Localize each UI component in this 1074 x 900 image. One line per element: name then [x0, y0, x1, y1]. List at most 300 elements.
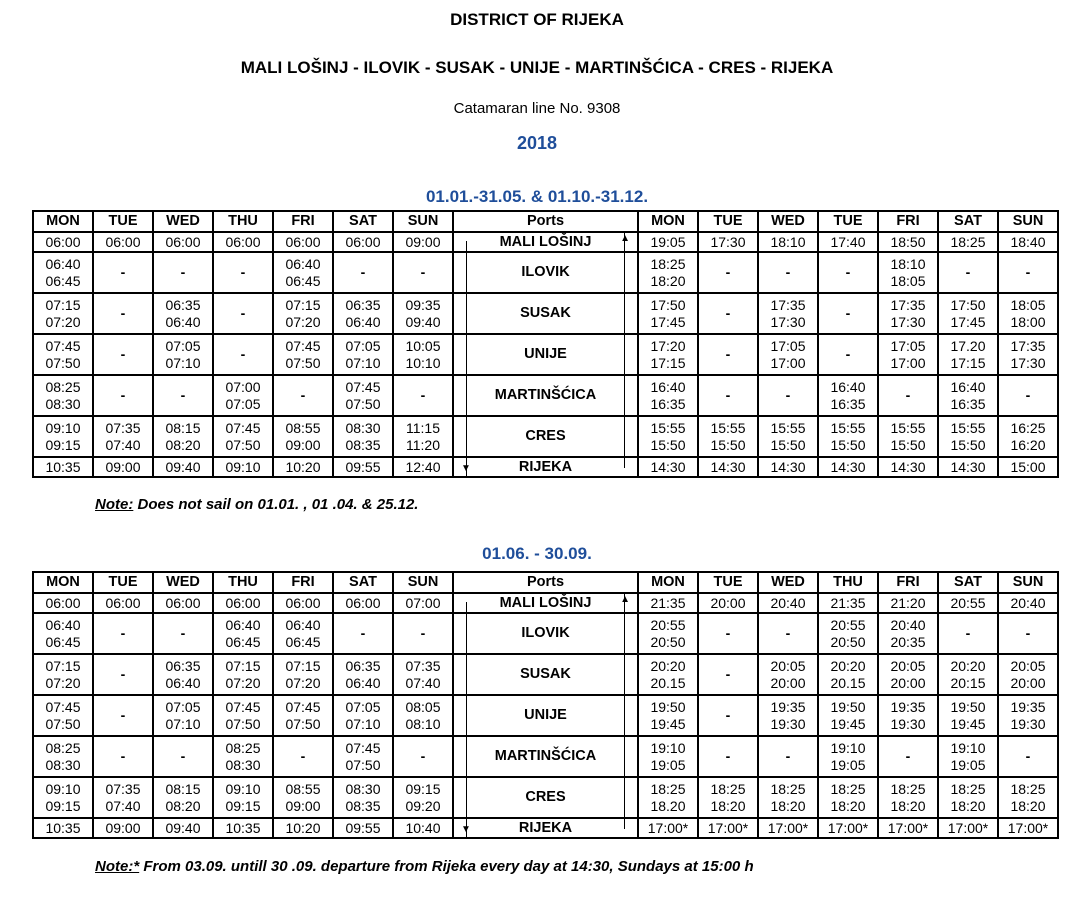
time-value: 07:50	[345, 395, 381, 412]
time-cell	[758, 613, 818, 654]
time-value: 09:15	[225, 797, 261, 814]
time-value: 08:30	[345, 419, 381, 436]
line-number: Catamaran line No. 9308	[453, 100, 621, 117]
time-cell	[393, 232, 453, 252]
time-cell	[998, 232, 1058, 252]
time-cell	[33, 654, 93, 695]
no-service: -	[120, 346, 126, 362]
time-value: 09:00	[405, 233, 441, 250]
time-value: 09:35	[405, 296, 441, 313]
time-cell	[153, 777, 213, 818]
time-cell	[333, 818, 393, 838]
port-name: RIJEKA	[518, 458, 573, 475]
time-cell	[638, 818, 698, 838]
time-cell	[758, 232, 818, 252]
time-cell	[393, 334, 453, 375]
time-cell	[333, 777, 393, 818]
time-cell	[698, 457, 758, 477]
time-value: 17:45	[650, 313, 686, 330]
time-cell	[333, 613, 393, 654]
time-cell	[333, 695, 393, 736]
time-cell	[698, 593, 758, 613]
time-value: 07:45	[225, 698, 261, 715]
time-cell	[638, 695, 698, 736]
time-cell	[93, 777, 153, 818]
time-value: 21:20	[890, 594, 926, 611]
no-service: -	[120, 748, 126, 764]
no-service: -	[180, 264, 186, 280]
day-header: SUN	[998, 211, 1058, 232]
time-cell	[878, 252, 938, 293]
time-value: 09:20	[405, 797, 441, 814]
day-header: MON	[638, 211, 698, 232]
time-value: 19:05	[650, 233, 686, 250]
port-cell	[453, 613, 638, 654]
no-service: -	[845, 305, 851, 321]
port-cell	[453, 777, 638, 818]
time-cell	[153, 232, 213, 252]
direction-line	[466, 253, 467, 292]
table-row	[33, 818, 1058, 838]
time-value: 17:35	[1010, 337, 1046, 354]
time-value: 17:05	[770, 337, 806, 354]
time-cell	[998, 654, 1058, 695]
no-service: -	[120, 264, 126, 280]
day-header: TUE	[818, 211, 878, 232]
direction-line	[466, 294, 467, 333]
port-name: MALI LOŠINJ	[499, 233, 592, 250]
time-cell	[878, 593, 938, 613]
time-value: 09:00	[105, 819, 141, 836]
table-row	[33, 375, 1058, 416]
time-cell	[213, 736, 273, 777]
time-cell	[638, 334, 698, 375]
time-value: 17:00*	[887, 819, 929, 836]
time-cell	[698, 293, 758, 334]
time-value: 20:05	[770, 657, 806, 674]
time-value: 10:10	[405, 354, 441, 371]
time-cell	[273, 593, 333, 613]
time-cell	[878, 736, 938, 777]
time-value: 10:40	[405, 819, 441, 836]
day-header: SUN	[998, 572, 1058, 593]
port-name: UNIJE	[524, 707, 567, 723]
day-header: SAT	[333, 572, 393, 593]
time-value: 18:25	[950, 233, 986, 250]
time-cell	[93, 695, 153, 736]
port-cell	[453, 232, 638, 252]
direction-line	[624, 819, 625, 829]
time-value: 20:40	[770, 594, 806, 611]
time-value: 20:20	[830, 657, 866, 674]
time-cell	[878, 293, 938, 334]
time-value: 09:10	[225, 780, 261, 797]
time-value: 19:10	[650, 739, 686, 756]
no-service: -	[965, 264, 971, 280]
time-cell	[938, 457, 998, 477]
port-cell	[453, 695, 638, 736]
time-value: 19:50	[950, 698, 986, 715]
time-value: 16:40	[950, 378, 986, 395]
time-cell	[33, 457, 93, 477]
time-value: 06:40	[225, 616, 261, 633]
no-service: -	[845, 346, 851, 362]
table-row	[33, 457, 1058, 477]
time-value: 10:35	[45, 458, 81, 475]
direction-line	[624, 737, 625, 776]
time-value: 20:20	[650, 657, 686, 674]
time-cell	[273, 736, 333, 777]
time-value: 11:20	[406, 436, 440, 453]
time-cell	[698, 334, 758, 375]
time-cell	[818, 593, 878, 613]
time-value: 07:45	[345, 378, 381, 395]
direction-line	[624, 614, 625, 653]
time-value: 07:35	[405, 657, 441, 674]
time-cell	[758, 777, 818, 818]
timetable-2	[32, 571, 1059, 839]
port-name: MARTINŠĆICA	[494, 748, 597, 764]
time-value: 18:25	[650, 780, 686, 797]
no-service: -	[725, 305, 731, 321]
time-cell	[698, 416, 758, 457]
time-value: 08:30	[45, 395, 81, 412]
no-service: -	[1025, 264, 1031, 280]
time-value: 15:55	[650, 419, 686, 436]
time-cell	[333, 416, 393, 457]
time-cell	[153, 252, 213, 293]
note-1	[95, 496, 418, 513]
time-value: 07:20	[225, 674, 261, 691]
no-service: -	[240, 346, 246, 362]
day-header: SAT	[333, 211, 393, 232]
no-service: -	[360, 264, 366, 280]
no-service: -	[120, 707, 126, 723]
time-value: 06:00	[225, 594, 261, 611]
time-cell	[698, 613, 758, 654]
time-cell	[758, 375, 818, 416]
port-name: SUSAK	[520, 305, 571, 321]
time-value: 20:00	[1010, 674, 1046, 691]
time-value: 20:50	[830, 633, 866, 650]
time-value: 06:40	[345, 313, 381, 330]
day-header: TUE	[698, 572, 758, 593]
time-value: 17:00*	[827, 819, 869, 836]
time-cell	[938, 232, 998, 252]
time-value: 06:00	[285, 594, 321, 611]
time-value: 17:00	[770, 354, 806, 371]
time-value: 06:40	[165, 313, 201, 330]
day-header: FRI	[878, 572, 938, 593]
time-cell	[273, 232, 333, 252]
year: 2018	[516, 133, 558, 153]
time-value: 19:35	[770, 698, 806, 715]
time-cell	[153, 818, 213, 838]
time-value: 07:05	[345, 337, 381, 354]
time-value: 09:40	[165, 458, 201, 475]
time-cell	[393, 695, 453, 736]
time-value: 14:30	[950, 458, 986, 475]
time-cell	[638, 654, 698, 695]
time-cell	[153, 593, 213, 613]
port-cell	[453, 593, 638, 613]
direction-line	[624, 458, 625, 468]
time-value: 10:05	[405, 337, 441, 354]
time-value: 20:40	[890, 616, 926, 633]
time-cell	[638, 457, 698, 477]
time-value: 12:40	[405, 458, 441, 475]
time-cell	[638, 416, 698, 457]
time-value: 14:30	[650, 458, 686, 475]
time-value: 16:35	[650, 395, 686, 412]
time-cell	[938, 416, 998, 457]
time-value: 07:10	[345, 354, 381, 371]
time-value: 09:10	[45, 780, 81, 797]
time-value: 20:40	[1010, 594, 1046, 611]
time-value: 06:45	[45, 633, 81, 650]
time-value: 06:45	[285, 633, 321, 650]
note-2	[95, 858, 754, 875]
time-cell	[998, 334, 1058, 375]
table-row	[33, 334, 1058, 375]
time-value: 09:10	[225, 458, 261, 475]
district-title: DISTRICT OF RIJEKA	[450, 10, 624, 29]
time-value: 17:30	[710, 233, 746, 250]
time-cell	[213, 334, 273, 375]
time-cell	[153, 654, 213, 695]
time-cell	[758, 736, 818, 777]
time-value: 20:35	[890, 633, 926, 650]
time-value: 16:20	[1010, 436, 1046, 453]
time-cell	[273, 457, 333, 477]
time-value: 18:25	[770, 780, 806, 797]
no-service: -	[845, 264, 851, 280]
time-value: 18:00	[1010, 313, 1046, 330]
time-cell	[333, 457, 393, 477]
time-cell	[93, 818, 153, 838]
time-value: 06:45	[225, 633, 261, 650]
time-value: 17:15	[650, 354, 686, 371]
time-value: 07:15	[285, 296, 321, 313]
time-value: 07:15	[45, 296, 81, 313]
time-value: 10:20	[285, 819, 321, 836]
time-cell	[938, 736, 998, 777]
time-cell	[153, 457, 213, 477]
time-value: 17.20	[950, 337, 986, 354]
time-value: 08:15	[165, 780, 201, 797]
direction-line	[466, 614, 467, 653]
time-value: 18:10	[890, 255, 926, 272]
time-value: 20:00	[890, 674, 926, 691]
time-value: 07:05	[225, 395, 261, 412]
time-cell	[393, 777, 453, 818]
port-name: UNIJE	[524, 346, 567, 362]
time-cell	[93, 736, 153, 777]
no-service: -	[420, 748, 426, 764]
time-cell	[698, 232, 758, 252]
down-arrow-icon: ▼	[461, 824, 471, 835]
time-cell	[998, 416, 1058, 457]
time-value: 17:50	[650, 296, 686, 313]
time-value: 18:05	[1010, 296, 1046, 313]
time-cell	[93, 334, 153, 375]
time-cell	[758, 252, 818, 293]
time-value: 16:25	[1010, 419, 1046, 436]
no-service: -	[965, 625, 971, 641]
time-value: 17:30	[890, 313, 926, 330]
time-value: 08:25	[45, 739, 81, 756]
time-value: 16:40	[650, 378, 686, 395]
note-text: Does not sail on 01.01. , 01 .04. & 25.12.	[133, 496, 419, 513]
time-value: 09:00	[285, 797, 321, 814]
time-value: 18:20	[650, 272, 686, 289]
table-row	[33, 593, 1058, 613]
time-value: 07:35	[105, 419, 141, 436]
time-cell	[213, 593, 273, 613]
time-value: 07:05	[165, 698, 201, 715]
time-cell	[213, 818, 273, 838]
down-arrow-icon: ▼	[461, 463, 471, 474]
time-cell	[273, 654, 333, 695]
time-cell	[998, 375, 1058, 416]
time-value: 07:45	[45, 337, 81, 354]
direction-line	[466, 778, 467, 817]
time-cell	[638, 293, 698, 334]
no-service: -	[1025, 625, 1031, 641]
time-value: 06:40	[285, 255, 321, 272]
time-value: 15:50	[830, 436, 866, 453]
time-value: 14:30	[830, 458, 866, 475]
time-value: 19:45	[830, 715, 866, 732]
time-value: 07:50	[45, 715, 81, 732]
no-service: -	[725, 625, 731, 641]
table-row	[33, 252, 1058, 293]
time-value: 10:20	[285, 458, 321, 475]
time-value: 08:20	[165, 436, 201, 453]
time-cell	[938, 695, 998, 736]
time-cell	[33, 252, 93, 293]
time-cell	[33, 334, 93, 375]
time-value: 18:05	[890, 272, 926, 289]
time-value: 17:45	[950, 313, 986, 330]
time-value: 07:10	[345, 715, 381, 732]
time-value: 07:45	[45, 698, 81, 715]
time-cell	[818, 654, 878, 695]
no-service: -	[725, 346, 731, 362]
time-cell	[33, 232, 93, 252]
time-cell	[818, 457, 878, 477]
time-value: 09:55	[345, 819, 381, 836]
time-cell	[638, 777, 698, 818]
time-value: 19:30	[1010, 715, 1046, 732]
time-cell	[393, 593, 453, 613]
time-cell	[998, 695, 1058, 736]
time-cell	[698, 736, 758, 777]
no-service: -	[725, 748, 731, 764]
no-service: -	[420, 625, 426, 641]
no-service: -	[240, 305, 246, 321]
time-cell	[878, 613, 938, 654]
time-cell	[818, 695, 878, 736]
time-value: 15:50	[650, 436, 686, 453]
no-service: -	[120, 305, 126, 321]
time-value: 06:00	[285, 233, 321, 250]
time-cell	[333, 293, 393, 334]
no-service: -	[120, 387, 126, 403]
time-cell	[758, 593, 818, 613]
port-cell	[453, 375, 638, 416]
no-service: -	[420, 387, 426, 403]
time-value: 08:30	[345, 780, 381, 797]
time-cell	[938, 593, 998, 613]
time-value: 19:05	[950, 756, 986, 773]
time-value: 07:00	[405, 594, 441, 611]
time-cell	[638, 232, 698, 252]
day-header: THU	[213, 211, 273, 232]
port-cell	[453, 654, 638, 695]
time-cell	[638, 252, 698, 293]
table-row	[33, 736, 1058, 777]
time-cell	[213, 613, 273, 654]
time-value: 19:05	[830, 756, 866, 773]
time-value: 17:00*	[647, 819, 689, 836]
time-value: 07:20	[45, 674, 81, 691]
time-value: 20:20	[950, 657, 986, 674]
time-cell	[698, 252, 758, 293]
time-value: 20:05	[1010, 657, 1046, 674]
no-service: -	[120, 625, 126, 641]
time-cell	[33, 375, 93, 416]
time-value: 18:20	[950, 797, 986, 814]
direction-line	[466, 602, 467, 612]
no-service: -	[785, 748, 791, 764]
day-header: WED	[758, 211, 818, 232]
no-service: -	[180, 625, 186, 641]
time-value: 09:00	[285, 436, 321, 453]
time-cell	[213, 777, 273, 818]
time-value: 15:50	[770, 436, 806, 453]
time-cell	[273, 613, 333, 654]
time-value: 07:10	[165, 715, 201, 732]
time-value: 06:45	[45, 272, 81, 289]
time-value: 08:55	[285, 780, 321, 797]
time-value: 15:55	[950, 419, 986, 436]
time-value: 17:40	[830, 233, 866, 250]
time-value: 20:55	[830, 616, 866, 633]
time-cell	[878, 695, 938, 736]
time-value: 20:00	[770, 674, 806, 691]
time-cell	[33, 818, 93, 838]
time-value: 06:40	[345, 674, 381, 691]
table-row	[33, 232, 1058, 252]
no-service: -	[300, 387, 306, 403]
time-cell	[333, 654, 393, 695]
time-value: 07:20	[285, 674, 321, 691]
time-value: 06:00	[105, 594, 141, 611]
time-cell	[33, 593, 93, 613]
time-value: 18:25	[650, 255, 686, 272]
time-value: 18:50	[890, 233, 926, 250]
time-value: 17:00*	[767, 819, 809, 836]
period-title-1: 01.01.-31.05. & 01.10.-31.12.	[425, 187, 649, 206]
time-value: 06:00	[345, 594, 381, 611]
day-header: MON	[33, 572, 93, 593]
day-header: SUN	[393, 211, 453, 232]
time-value: 19:10	[950, 739, 986, 756]
time-value: 19:45	[950, 715, 986, 732]
no-service: -	[180, 387, 186, 403]
time-value: 18:25	[710, 780, 746, 797]
